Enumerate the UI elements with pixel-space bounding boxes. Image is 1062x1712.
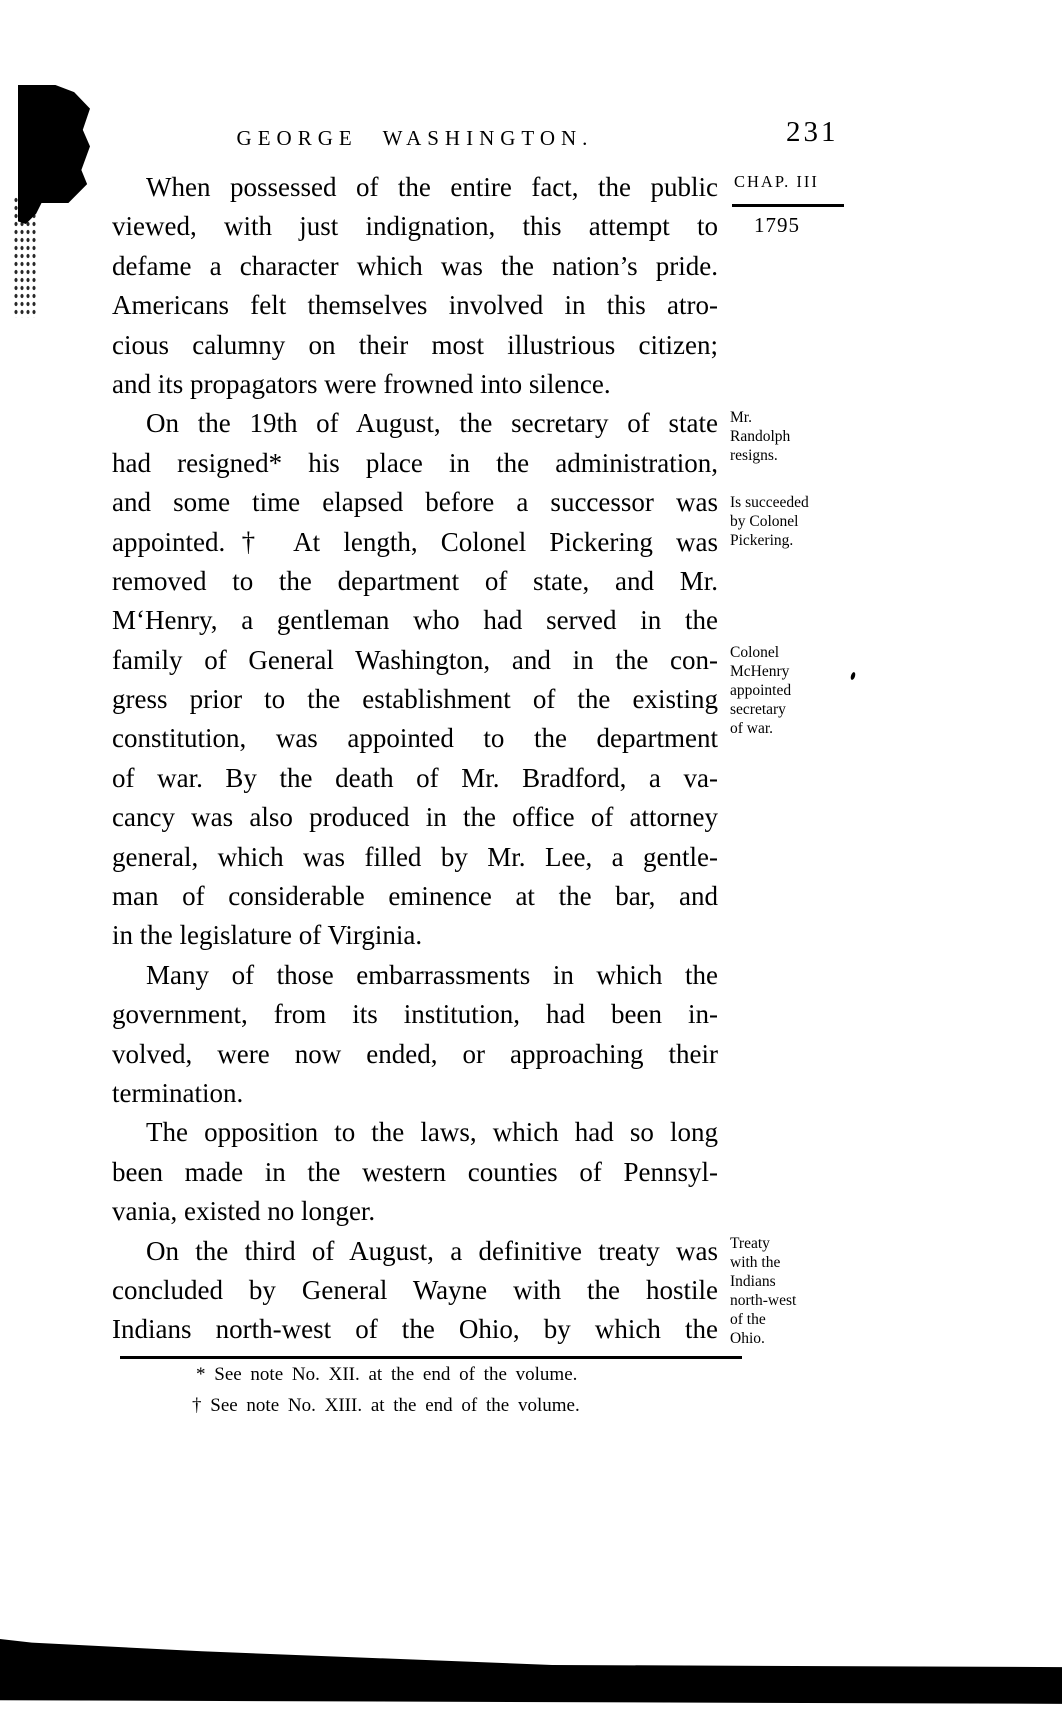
margin-note-line: Colonel: [730, 644, 780, 661]
page-title: GEORGE WASHINGTON.: [236, 126, 594, 150]
margin-note: [730, 1234, 866, 1348]
body-line: government, from its institution, had been in-: [112, 999, 718, 1030]
body-line: family of General Washington, and in the con-: [112, 644, 718, 675]
body-line: had resigned* his place in the administration,: [112, 447, 718, 478]
body-line: defame a character which was the nation’s pride.: [112, 250, 718, 281]
margin-note: [730, 643, 866, 738]
body-line: constitution, was appointed to the department: [112, 723, 718, 754]
body-line: Indians north-west of the Ohio, by which the: [112, 1314, 718, 1345]
margin-note: [730, 493, 866, 550]
body-line: On the 19th of August, the secretary of state: [146, 408, 718, 439]
scan-artifact-speckle: [13, 196, 37, 318]
year-label: 1795: [754, 213, 800, 237]
margin-note-line: Indians: [730, 1273, 776, 1290]
margin-note: [730, 408, 866, 465]
body-line: When possessed of the entire fact, the public: [146, 172, 718, 202]
margin-note-line: Treaty: [730, 1235, 770, 1252]
margin-note-line: Pickering.: [730, 532, 794, 549]
chapter-label: CHAP. III: [734, 172, 819, 191]
body-line: and its propagators were frowned into silence.: [112, 368, 611, 399]
body-line: of war. By the death of Mr. Bradford, a va-: [112, 762, 718, 793]
margin-note-line: by Colonel: [730, 513, 799, 530]
body-line: On the third of August, a definitive treaty was: [146, 1235, 718, 1266]
footnote: * See note No. XII. at the end of the volume.: [196, 1364, 578, 1385]
body-line: Many of those embarrassments in which the: [146, 959, 718, 990]
body-line: man of considerable eminence at the bar, and: [112, 881, 718, 912]
body-line: in the legislature of Virginia.: [112, 920, 423, 951]
body-line: viewed, with just indignation, this attempt to: [112, 211, 718, 242]
body-line: general, which was filled by Mr. Lee, a gentle-: [112, 841, 718, 872]
body-text: [112, 168, 718, 1350]
body-line: volved, were now ended, or approaching their: [112, 1038, 718, 1069]
margin-note-line: secretary: [730, 701, 786, 718]
body-line: termination.: [112, 1077, 244, 1108]
body-line: gress prior to the establishment of the existing: [112, 684, 718, 715]
margin-note-line: of war.: [730, 720, 774, 737]
footnote-rule: [120, 1356, 742, 1359]
scan-artifact-blob: [18, 85, 90, 203]
page-number: 231: [786, 116, 839, 148]
margin-note-line: resigns.: [730, 447, 778, 464]
margin-note-line: Is succeeded: [730, 494, 809, 511]
body-line: cancy was also produced in the office of attorney: [112, 802, 718, 833]
footnote: † See note No. XIII. at the end of the volume.: [192, 1395, 580, 1416]
body-line: vania, existed no longer.: [112, 1196, 376, 1227]
margin-note-line: north-west: [730, 1292, 797, 1309]
chapter-rule: [732, 204, 844, 207]
body-line: appointed.† At length, Colonel Pickering was: [112, 526, 718, 557]
body-line: and some time elapsed before a successor was: [112, 487, 718, 518]
body-line: The opposition to the laws, which had so long: [146, 1117, 718, 1148]
margin-note-line: Randolph: [730, 428, 791, 445]
body-line: concluded by General Wayne with the hostile: [112, 1274, 718, 1305]
margin-note-line: with the: [730, 1254, 781, 1271]
margin-note-line: Ohio.: [730, 1330, 765, 1347]
body-line: removed to the department of state, and Mr.: [112, 565, 718, 596]
body-line: M‘Henry, a gentleman who had served in the: [112, 605, 718, 636]
body-line: Americans felt themselves involved in this atro-: [112, 290, 718, 321]
margin-note-line: Mr.: [730, 409, 752, 426]
margin-note-line: McHenry: [730, 663, 790, 680]
scan-artifact-bottom-bar: [0, 1634, 1062, 1706]
margin-note-line: of the: [730, 1311, 766, 1328]
margin-note-line: appointed: [730, 682, 792, 699]
body-line: cious calumny on their most illustrious citizen;: [112, 329, 718, 360]
body-line: been made in the western counties of Pennsyl-: [112, 1156, 718, 1187]
